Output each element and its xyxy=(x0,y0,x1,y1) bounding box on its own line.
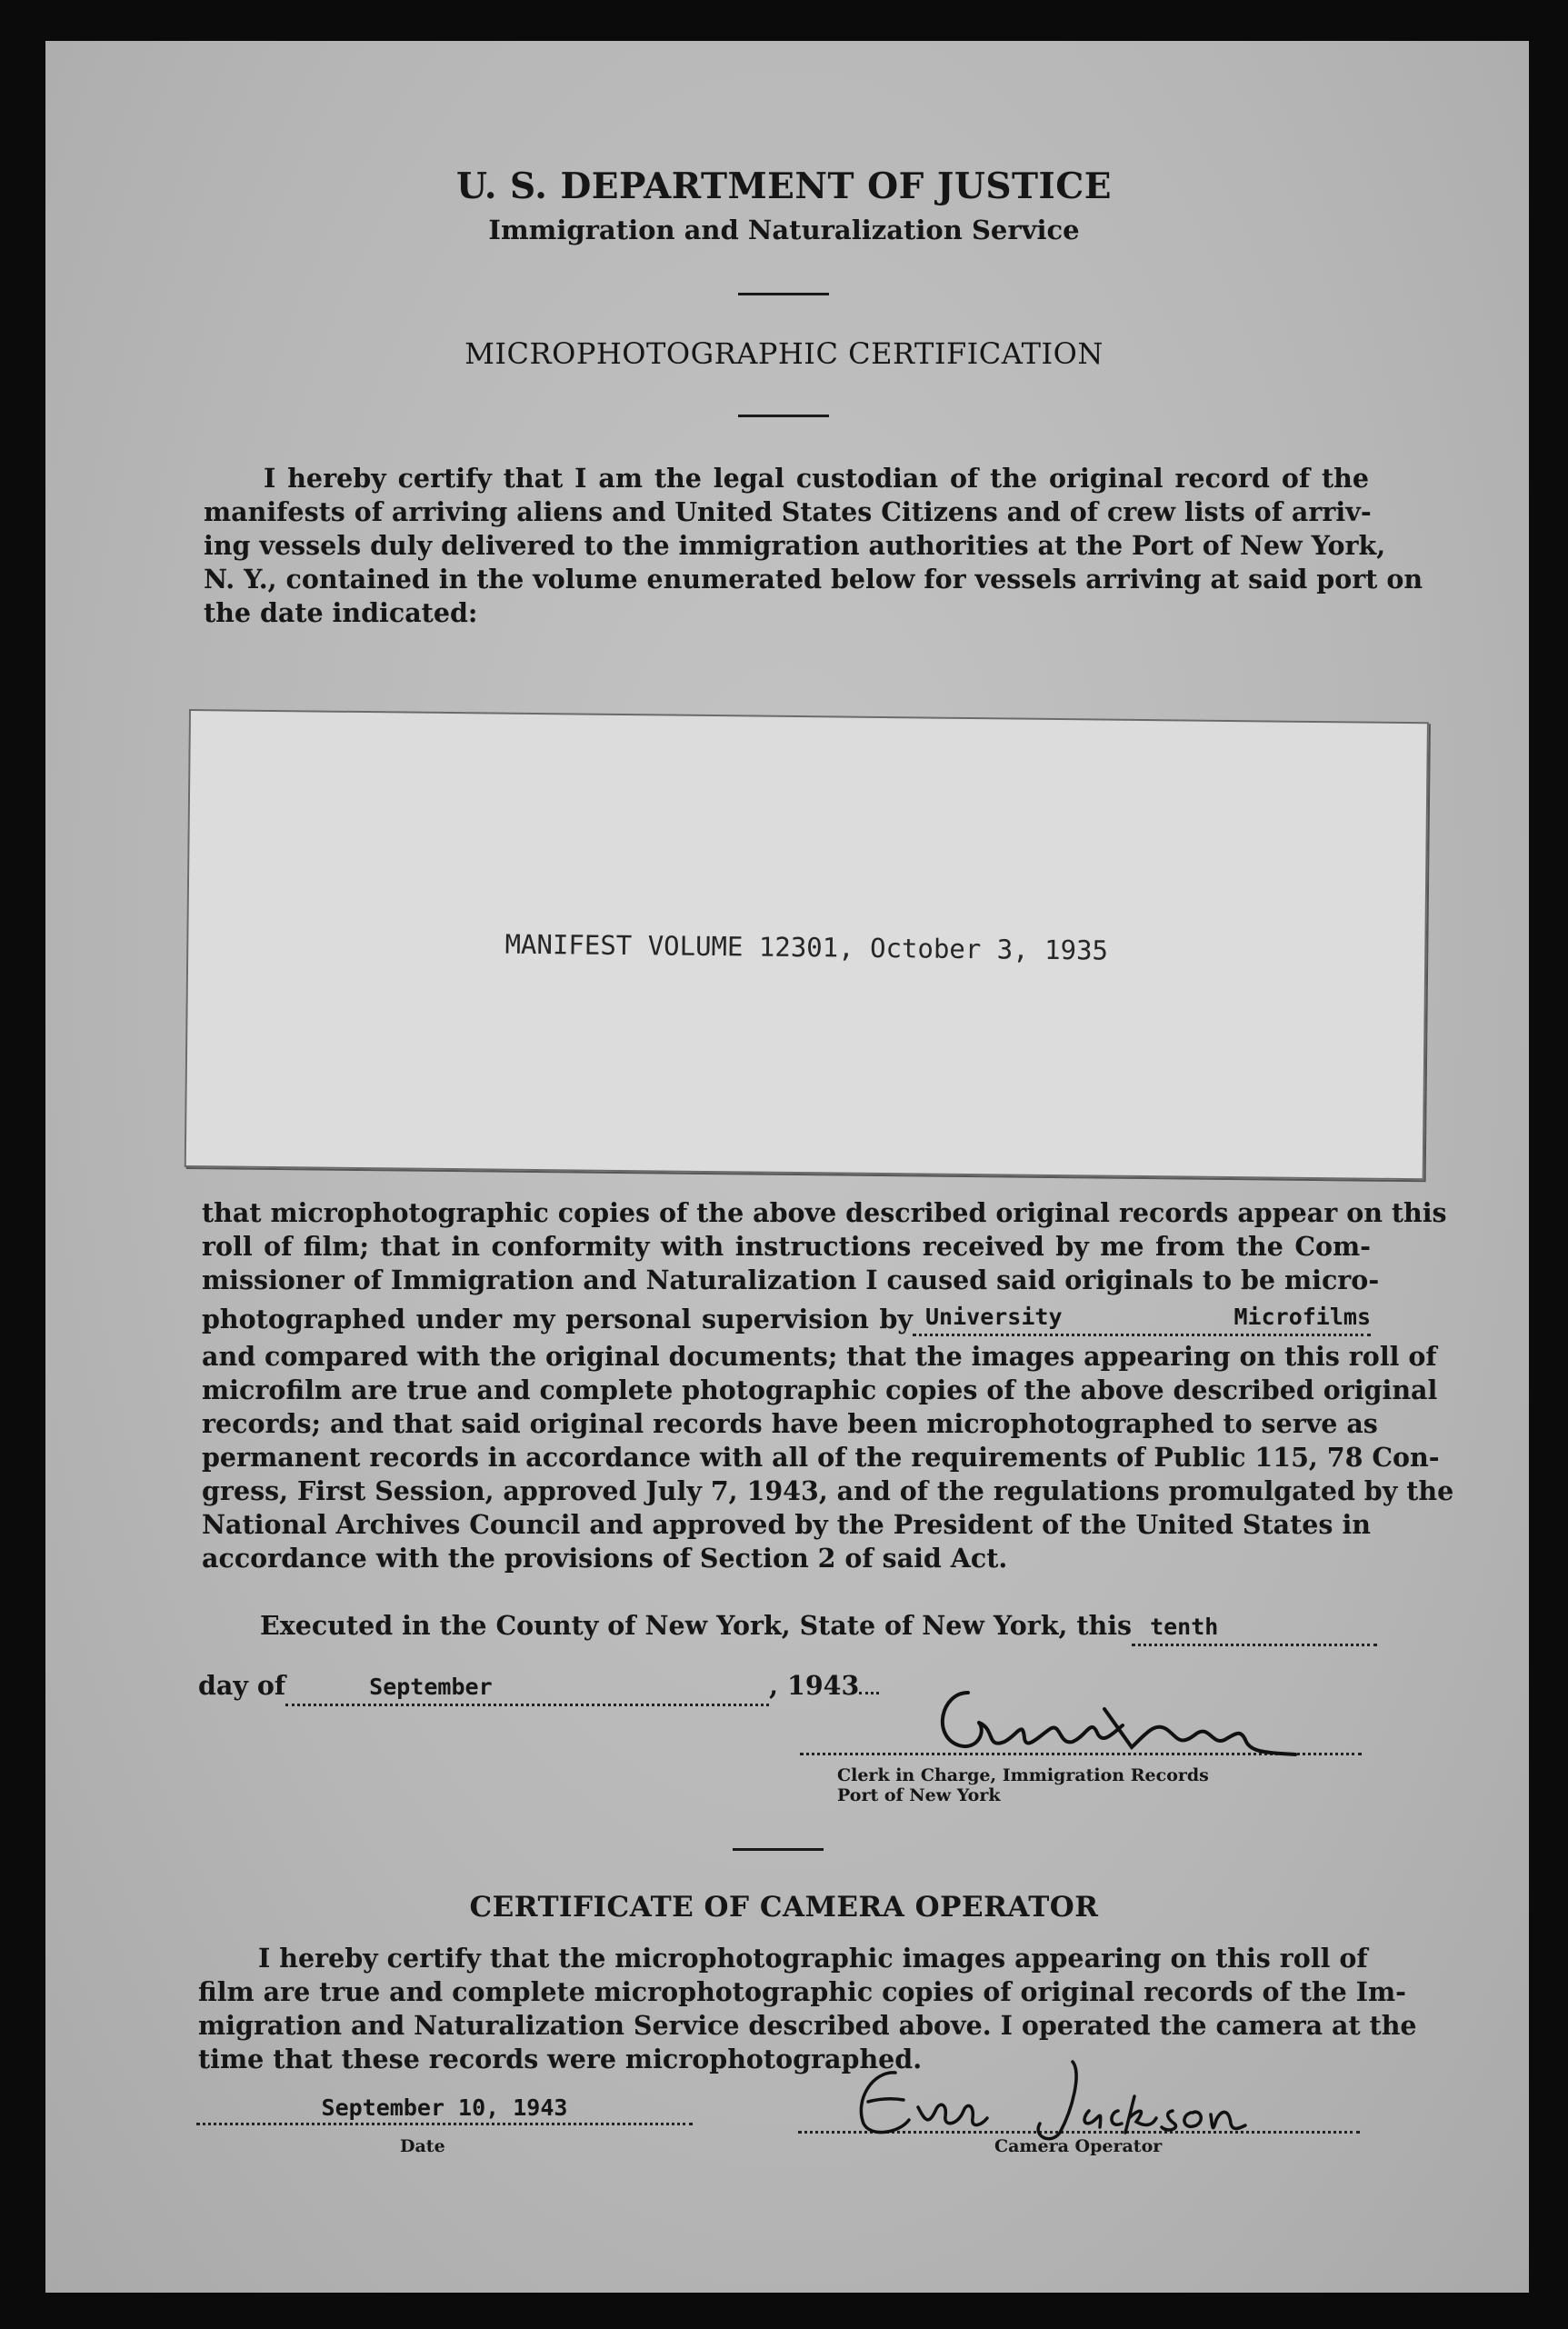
text-line: N. Y., contained in the volume enumerated below for vessels arriving at said port on xyxy=(204,564,1423,595)
date-value: September 10, 1943 xyxy=(321,2094,568,2121)
text-line: and compared with the original documents; that the images appearing on this roll of xyxy=(202,1341,1437,1372)
agency-heading: U. S. DEPARTMENT OF JUSTICE xyxy=(455,165,1113,207)
text-line: I hereby certify that I am the legal custodian of the original record of the xyxy=(264,463,1369,494)
service-subheading: Immigration and Naturalization Service xyxy=(488,215,1080,245)
supervisor-field xyxy=(913,1299,1371,1336)
text-line: permanent records in accordance with all of the requirements of Public 115, 78 Con- xyxy=(202,1442,1440,1473)
text-line: National Archives Council and approved by the President of the United States in xyxy=(202,1509,1371,1540)
camera-operator-label: Camera Operator xyxy=(994,2136,1163,2156)
month-field xyxy=(285,1669,769,1706)
supervision-prefix: photographed under my personal supervision by xyxy=(202,1304,913,1334)
text-line: I hereby certify that the microphotographic images appearing on this roll of xyxy=(258,1943,1368,1974)
camera-certificate-title: CERTIFICATE OF CAMERA OPERATOR xyxy=(469,1891,1099,1924)
year-dots xyxy=(859,1692,879,1694)
year-text: , 1943 xyxy=(769,1670,860,1701)
divider xyxy=(738,415,829,417)
text-line: missioner of Immigration and Naturalization I caused said originals to be micro- xyxy=(202,1264,1380,1295)
text-line: migration and Naturalization Service described above. I operated the camera at the xyxy=(198,2010,1417,2041)
manifest-volume-text: MANIFEST VOLUME 12301, October 3, 1935 xyxy=(504,928,1109,966)
intro-paragraph xyxy=(204,462,1423,630)
text-line: microfilm are true and complete photographic copies of the above described original xyxy=(202,1374,1438,1405)
date-field xyxy=(196,2094,693,2125)
body-paragraph xyxy=(202,1196,1454,1575)
divider xyxy=(738,293,829,295)
date-line xyxy=(198,1669,879,1706)
text-line: film are true and complete microphotographic copies of original records of the Im- xyxy=(198,1976,1406,2007)
text-line: gress, First Session, approved July 7, 1943, and of the regulations promulgated by the xyxy=(202,1475,1454,1506)
clerk-signature-image xyxy=(923,1682,1313,1768)
clerk-title xyxy=(837,1765,1209,1805)
record-box xyxy=(185,709,1429,1180)
day-value: tenth xyxy=(1150,1614,1219,1640)
form-title: MICROPHOTOGRAPHIC CERTIFICATION xyxy=(464,336,1104,371)
text-line: ing vessels duly delivered to the immigration authorities at the Port of New York, xyxy=(204,530,1386,561)
text-line: records; and that said original records have been microphotographed to serve as xyxy=(202,1408,1378,1439)
text-line: the date indicated: xyxy=(204,597,478,628)
month-value: September xyxy=(369,1674,493,1700)
divider xyxy=(733,1848,824,1851)
execution-line xyxy=(260,1609,1377,1646)
date-label: Date xyxy=(400,2136,445,2156)
text-line: accordance with the provisions of Section 2 of said Act. xyxy=(202,1543,1008,1574)
operator-signature-image xyxy=(845,2045,1282,2145)
supervision-line xyxy=(202,1303,1371,1340)
text-line: time that these records were microphotographed. xyxy=(198,2044,923,2074)
text-line: roll of film; that in conformity with instructions received by me from the Com- xyxy=(202,1231,1371,1262)
text-line: that microphotographic copies of the above described original records appear on this xyxy=(202,1197,1447,1228)
clerk-title-line: Clerk in Charge, Immigration Records xyxy=(837,1765,1209,1785)
execution-text: Executed in the County of New York, State of New York, this xyxy=(260,1610,1133,1641)
day-of-label: day of xyxy=(198,1670,286,1701)
day-field xyxy=(1132,1609,1377,1646)
clerk-office-line: Port of New York xyxy=(837,1785,1001,1805)
text-line: manifests of arriving aliens and United States Citizens and of crew lists of arriv- xyxy=(204,496,1372,527)
supervisor-value: University Microfilms xyxy=(925,1304,1371,1330)
